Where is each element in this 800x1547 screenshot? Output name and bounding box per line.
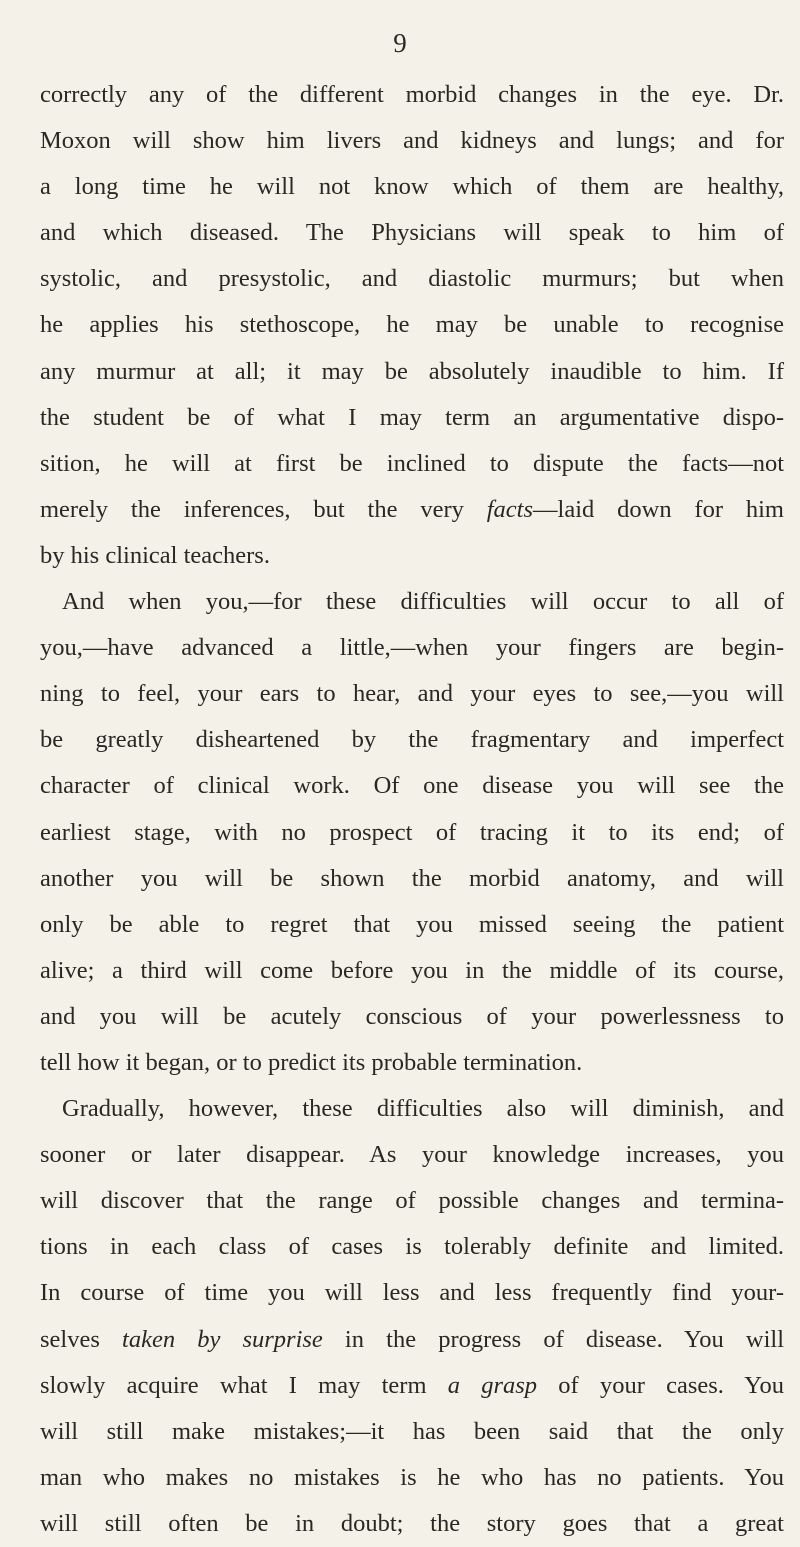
emphasis-text: taken by surprise — [122, 1325, 323, 1353]
emphasis-text: facts — [486, 495, 534, 523]
text-line: will still make mistakes;—it has been said that the only — [40, 1417, 784, 1445]
text-line: only be able to regret that you missed seeing the patient — [40, 910, 784, 938]
text-line: be greatly disheartened by the fragmentary and imperfect — [40, 726, 784, 754]
text-line: you,—have advanced a little,—when your fingers are begin- — [40, 634, 784, 662]
text-line: Moxon will show him livers and kidneys and lungs; and for — [40, 127, 784, 155]
text-line: correctly any of the different morbid changes in the eye. Dr. — [40, 81, 784, 108]
text-line: tell how it began, or to predict its probable termination. — [40, 1048, 583, 1076]
emphasis-text: a grasp — [447, 1371, 538, 1399]
text-line: earliest stage, with no prospect of tracing it to its end; of — [40, 818, 784, 846]
text-line: alive; a third will come before you in the middle of its course, — [40, 956, 784, 984]
text-line: a long time he will not know which of them are healthy, — [40, 173, 784, 201]
text-line: any murmur at all; it may be absolutely inaudible to him. If — [40, 357, 784, 385]
text-line: and which diseased. The Physicians will speak to him of — [40, 219, 784, 247]
text-line: systolic, and presystolic, and diastolic murmurs; but when — [40, 265, 784, 293]
text-line: ning to feel, your ears to hear, and your eyes to see,—you will — [40, 680, 784, 708]
text-line: sooner or later disappear. As your knowledge increases, you — [40, 1141, 784, 1169]
text-line: In course of time you will less and less frequently find your- — [40, 1279, 784, 1307]
text-line: slowly acquire what I may term a grasp of your cases. You — [40, 1371, 784, 1399]
paragraph-start-line: And when you,—for these difficulties will occur to all of — [62, 588, 784, 616]
page-number: 9 — [393, 28, 407, 58]
text-line: he applies his stethoscope, he may be unable to recognise — [40, 311, 784, 339]
text-line: sition, he will at first be inclined to dispute the facts—not — [40, 449, 784, 477]
text-line: merely the inferences, but the very facts—laid down for him — [40, 495, 784, 523]
text-line: will discover that the range of possible changes and termina- — [40, 1187, 784, 1215]
text-line: by his clinical teachers. — [40, 541, 270, 569]
text-line: will still often be in doubt; the story goes that a great — [40, 1509, 784, 1537]
text-line: selves taken by surprise in the progress of disease. You will — [40, 1325, 784, 1353]
text-line: man who makes no mistakes is he who has no patients. You — [40, 1463, 784, 1491]
paragraph-start-line: Gradually, however, these difficulties also will diminish, and — [62, 1095, 784, 1123]
text-line: and you will be acutely conscious of your powerlessness to — [40, 1002, 784, 1030]
text-line: the student be of what I may term an argumentative dispo- — [40, 403, 784, 431]
text-line: character of clinical work. Of one disease you will see the — [40, 772, 784, 800]
text-line: tions in each class of cases is tolerably definite and limited. — [40, 1233, 784, 1261]
text-line: another you will be shown the morbid anatomy, and will — [40, 864, 784, 892]
body-text — [40, 72, 784, 1547]
